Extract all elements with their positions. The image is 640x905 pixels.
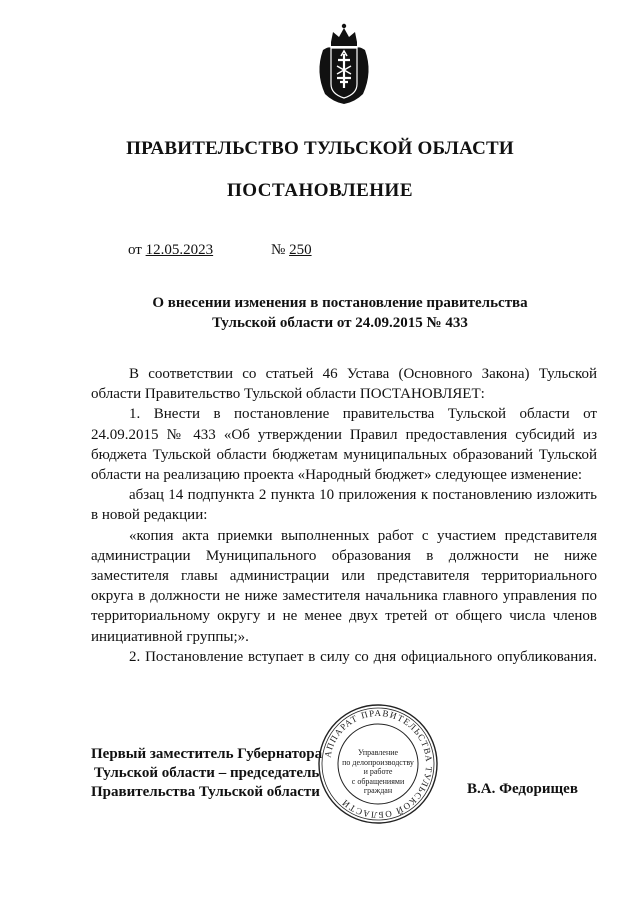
document-body	[91, 364, 597, 667]
number-value: 250	[289, 242, 312, 258]
coat-of-arms-icon	[313, 22, 375, 106]
date-prefix: от	[128, 242, 142, 258]
body-paragraph-1: В соответствии со статьей 46 Устава (Основного Закона) Тульской области Правительство Тульской области ПОСТАНОВЛЯЕТ:	[91, 366, 597, 403]
signatory-title	[91, 745, 322, 802]
signatory-title-line-2: Тульской области – председатель	[94, 765, 320, 781]
body-paragraph-5: 2. Постановление вступает в силу со дня официального опубликования.	[129, 648, 597, 665]
body-paragraph-2: 1. Внести в постановление правительства Тульской области от 24.09.2015 № 433 «Об утверждении Правил предоставления субсидий из бюджета Тульской области бюджетам муниципальных образований Тульской области на реализацию проекта «Народный бюджет» следующее изменение:	[91, 406, 597, 484]
stamp-inner-line-2: по делопроизводству	[342, 757, 414, 767]
document-subject	[130, 293, 550, 333]
document-number	[271, 242, 312, 259]
signatory-name: В.А. Федорищев	[467, 781, 578, 797]
stamp-inner-text	[330, 748, 426, 796]
stamp-ring-text: АППАРАТ ПРАВИТЕЛЬСТВА ТУЛЬСКОЙ ОБЛАСТИ	[322, 707, 435, 821]
stamp-inner-line-4: с обращениями	[351, 776, 405, 786]
body-paragraph-3: абзац 14 подпункта 2 пункта 10 приложения к постановлению изложить в новой редакции:	[91, 487, 597, 524]
stamp-inner-line-3: и работе	[363, 767, 393, 776]
subject-line-2: Тульской области от 24.09.2015 № 433	[212, 315, 468, 331]
date-value: 12.05.2023	[145, 242, 214, 258]
stamp-inner-line-1: Управление	[357, 748, 399, 757]
signatory-title-line-3: Правительства Тульской области	[91, 784, 320, 800]
signatory-title-line-1: Первый заместитель Губернатора	[91, 746, 323, 762]
body-paragraph-4: «копия акта приемки выполненных работ с участием представителя администрации Муниципального образования в должности не ниже заместителя главы администрации или представителя территориального округа в должности не ниже заместителя начальника главного управления по территориальному округу и не менее двух третей от общего числа членов инициативной группы;».	[91, 527, 597, 645]
organization-title: ПРАВИТЕЛЬСТВО ТУЛЬСКОЙ ОБЛАСТИ	[126, 138, 514, 159]
subject-line-1: О внесении изменения в постановление правительства	[152, 295, 528, 311]
document-type-title: ПОСТАНОВЛЕНИЕ	[226, 180, 414, 201]
stamp-inner-line-5: граждан	[363, 786, 393, 795]
document-date	[128, 242, 213, 259]
number-prefix: №	[271, 242, 286, 258]
